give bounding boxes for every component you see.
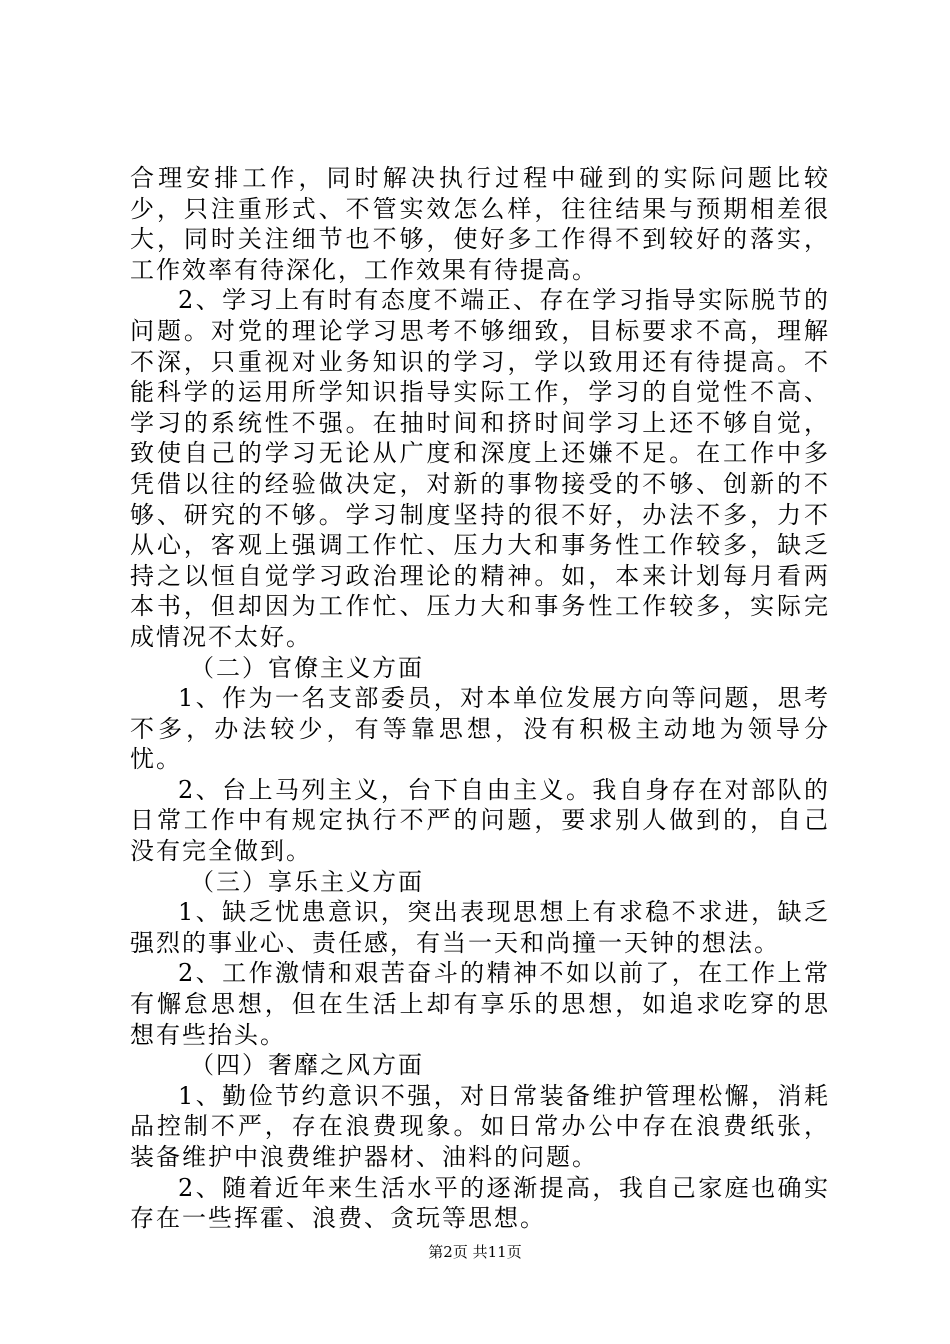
paragraph-study-issues: 2、学习上有时有态度不端正、存在学习指导实际脱节的问题。对党的理论学习思考不够细致，目标要求不高，理解不深，只重视对业务知识的学习，学以致用还有待提高。不能科学的运用所学知识指导实际工作，学习的自觉性不高、学习的系统性不强。在抽时间和挤时间学习上还不够自觉，致使自己的学习无论从广度和深度上还嫌不足。在工作中多凭借以往的经验做决定，对新的事物接受的不够、创新的不够、研究的不够。学习制度坚持的很不好，办法不多，力不从心，客观上强调工作忙、压力大和事务性工作较多，缺乏持之以恒自觉学习政治理论的精神。如，本来计划每月看两本书，但却因为工作忙、压力大和事务性工作较多，实际完成情况不太好。 (130, 286, 830, 651)
section-heading-hedonism: （三）享乐主义方面 (190, 867, 424, 896)
page-number-info: 第2页 共11页 (428, 1243, 522, 1261)
section-heading-bureaucracy: （二）官僚主义方面 (190, 653, 424, 682)
page-footer (0, 1241, 950, 1262)
paragraph-hedonism-2: 2、工作激情和艰苦奋斗的精神不如以前了，在工作上常有懈怠思想，但在生活上却有享乐的思想，如追求吃穿的思想有些抬头。 (130, 959, 830, 1049)
paragraph-hedonism-1: 1、缺乏忧患意识，突出表现思想上有求稳不求进，缺乏强烈的事业心、责任感，有当一天和尚撞一天钟的想法。 (130, 898, 830, 957)
paragraph-extravagance-1: 1、勤俭节约意识不强，对日常装备维护管理松懈，消耗品控制不严，存在浪费现象。如日常办公中存在浪费纸张，装备维护中浪费维护器材、油料的问题。 (130, 1081, 830, 1171)
paragraph-bureaucracy-1: 1、作为一名支部委员，对本单位发展方向等问题，思考不多，办法较少，有等靠思想，没有积极主动地为领导分忧。 (130, 684, 830, 774)
paragraph-bureaucracy-2: 2、台上马列主义，台下自由主义。我自身存在对部队的日常工作中有规定执行不严的问题，要求别人做到的，自己没有完全做到。 (130, 775, 830, 866)
paragraph-extravagance-2: 2、随着近年来生活水平的逐渐提高，我自己家庭也确实存在一些挥霍、浪费、贪玩等思想。 (130, 1173, 830, 1233)
document-body (130, 163, 830, 1234)
section-heading-extravagance: （四）奢靡之风方面 (190, 1051, 424, 1080)
paragraph-continuation: 合理安排工作，同时解决执行过程中碰到的实际问题比较少，只注重形式、不管实效怎么样，往往结果与预期相差很大，同时关注细节也不够，使好多工作得不到较好的落实，工作效率有待深化，工作效果有待提高。 (130, 164, 830, 284)
